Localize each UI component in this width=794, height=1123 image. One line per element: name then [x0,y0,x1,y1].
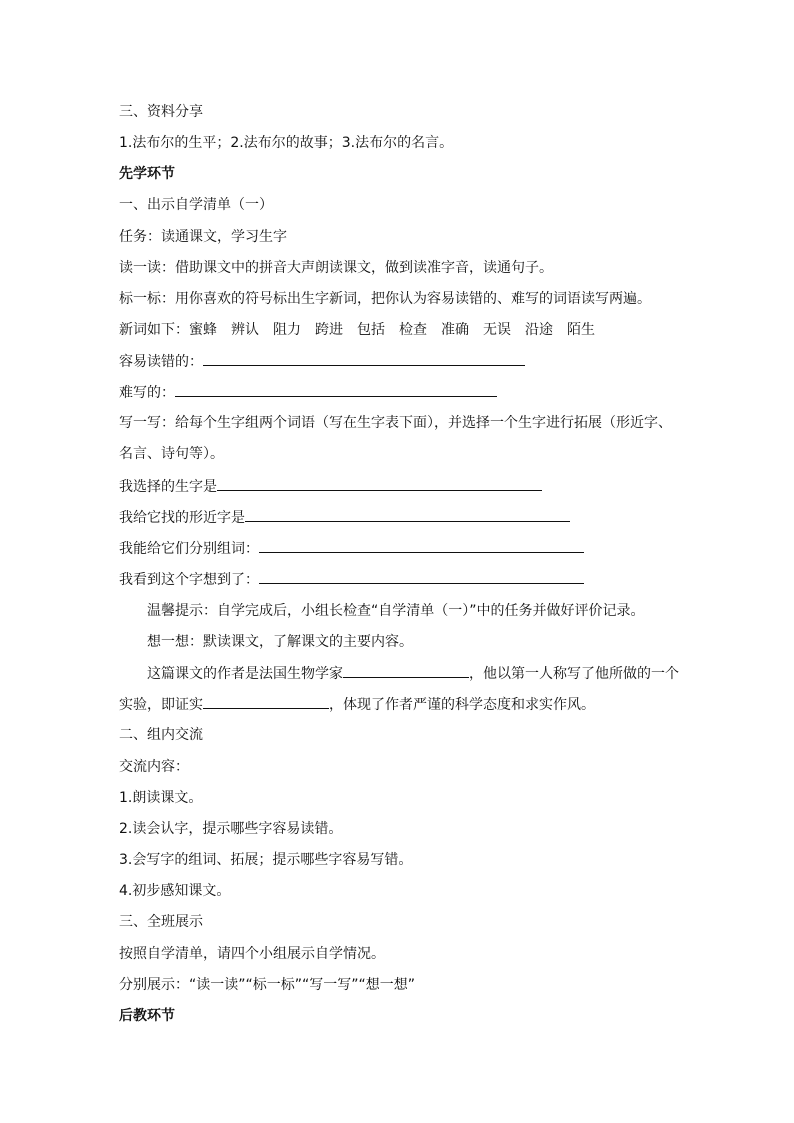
new-word: 沿途 [525,322,553,338]
heading-pre-study: 先学环节 [119,166,175,182]
easy-misread-blank[interactable] [203,351,525,366]
new-word: 阻力 [273,322,301,338]
author-sentence-part1: 这篇课文的作者是法国生物学家 [147,666,343,682]
materials-list: 1.法布尔的生平；2.法布尔的故事；3.法布尔的名言。 [119,135,454,151]
exchange-item: 1.朗读课文。 [119,790,203,806]
display-items: 分别展示：“读一读”“标一标”“写一写”“想一想” [119,977,416,993]
new-words-label: 新词如下： [119,322,189,338]
compose-words-label: 我能给它们分别组词： [119,541,259,557]
exchange-item: 3.会写字的组词、拓展；提示哪些字容易写错。 [119,852,413,868]
chosen-char-label: 我选择的生字是 [119,479,217,495]
new-word: 跨进 [315,322,343,338]
chosen-char-blank[interactable] [217,476,542,491]
write-instruction: 写一写：给每个生字组两个词语（写在生字表下面），并选择一个生字进行拓展（形近字、 [119,415,672,431]
associate-label: 我看到这个字想到了： [119,572,259,588]
section-heading-materials: 三、资料分享 [119,104,203,120]
new-words-line [119,320,595,340]
section-heading-group: 二、组内交流 [119,727,203,743]
experiment-blank[interactable] [203,694,329,709]
author-sentence-line [147,663,679,684]
biologist-blank[interactable] [343,663,469,678]
exchange-item: 2.读会认字，提示哪些字容易读错。 [119,821,343,837]
read-instruction: 读一读：借助课文中的拼音大声朗读课文，做到读准字音，读通句子。 [119,260,553,276]
exchange-content-label: 交流内容： [119,759,189,775]
think-instruction: 想一想：默读课文，了解课文的主要内容。 [147,634,413,650]
easy-misread-line [119,351,525,372]
new-word: 无误 [483,322,511,338]
tip-text: 温馨提示：自学完成后，小组长检查“自学清单（一）”中的任务并做好评价记录。 [147,603,645,619]
section-heading-class: 三、全班展示 [119,914,203,930]
class-display-text: 按照自学清单，请四个小组展示自学情况。 [119,946,385,962]
task-text: 任务：读通课文，学习生字 [119,229,287,245]
exchange-item: 4.初步感知课文。 [119,883,231,899]
experiment-line [119,694,595,715]
write-instruction-cont: 名言、诗句等）。 [119,446,224,462]
associate-line [119,569,584,590]
author-sentence-part2: ，他以第一人称写了他所做的一个 [469,666,679,682]
new-word: 陌生 [567,322,595,338]
new-word: 检查 [399,322,427,338]
heading-post-teaching: 后教环节 [119,1008,175,1024]
new-word: 蜜蜂 [189,322,217,338]
hard-write-label: 难写的： [119,385,175,401]
compose-words-blank[interactable] [259,538,584,553]
associate-blank[interactable] [259,569,584,584]
experiment-part2: ，体现了作者严谨的科学态度和求实作风。 [329,697,595,713]
hard-write-blank[interactable] [175,382,497,397]
mark-instruction: 标一标：用你喜欢的符号标出生字新词，把你认为容易读错的、难写的词语读写两遍。 [119,291,651,307]
easy-misread-label: 容易读错的： [119,354,203,370]
compose-words-line [119,538,584,559]
chosen-char-line [119,476,542,497]
similar-char-label: 我给它找的形近字是 [119,510,245,526]
similar-char-line [119,507,570,528]
new-word: 包括 [357,322,385,338]
experiment-part1: 实验，即证实 [119,697,203,713]
new-word: 准确 [441,322,469,338]
hard-write-line [119,382,497,403]
new-word: 辨认 [231,322,259,338]
similar-char-blank[interactable] [245,507,570,522]
section-heading-checklist: 一、出示自学清单（一） [119,197,273,213]
